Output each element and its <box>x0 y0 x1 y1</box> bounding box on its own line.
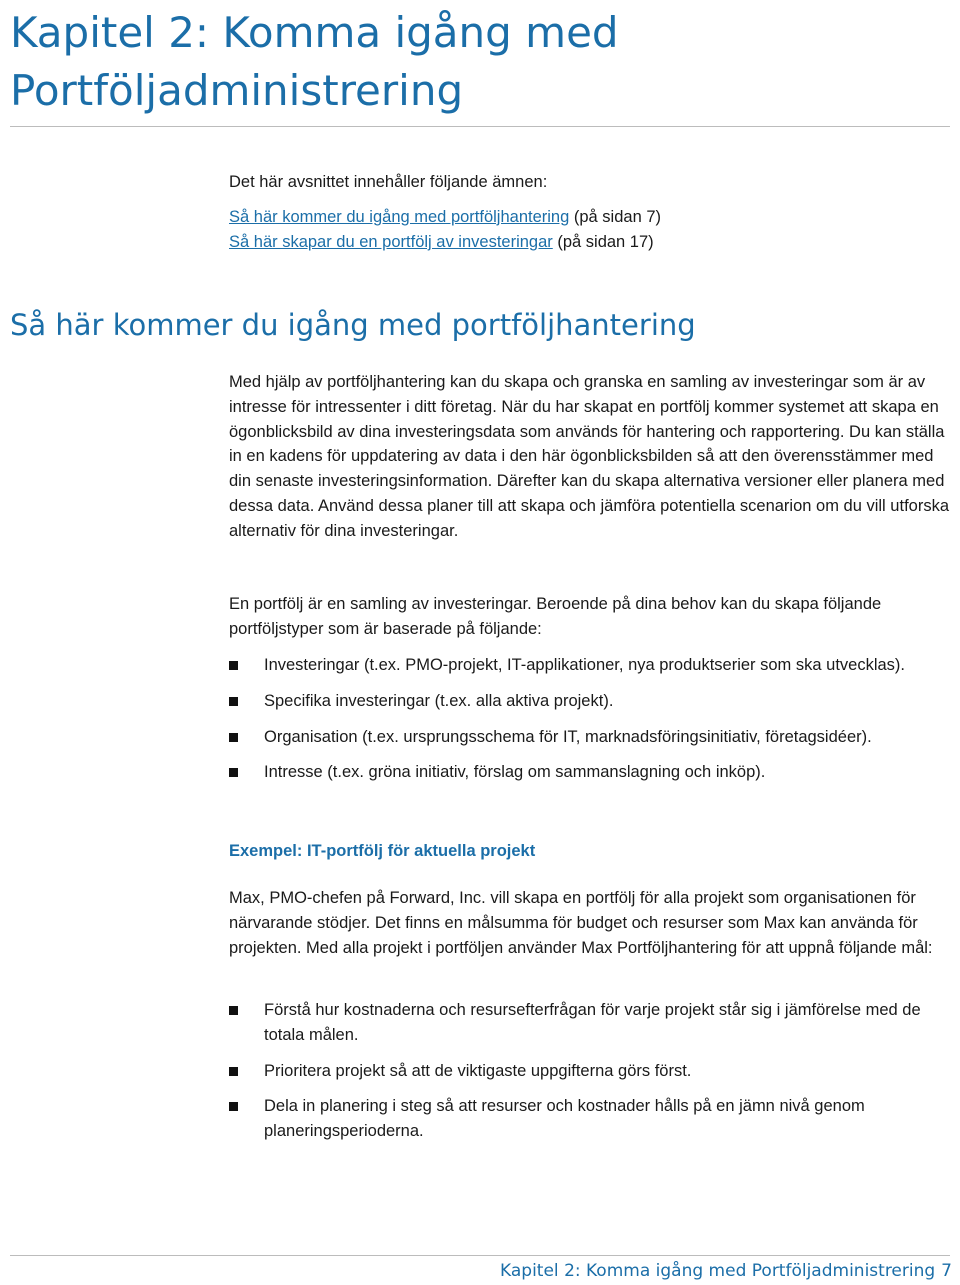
topics-list <box>229 205 949 255</box>
list-item: Specifika investeringar (t.ex. alla aktiva projekt). <box>229 689 953 714</box>
title-divider <box>10 126 950 127</box>
footer-chapter-title: Kapitel 2: Komma igång med Portföljadministrering <box>500 1261 936 1281</box>
list-item: Prioritera projekt så att de viktigaste uppgifterna görs först. <box>229 1059 953 1084</box>
portfolio-types-list <box>229 653 953 796</box>
bullet-square-icon <box>229 661 238 670</box>
bullet-square-icon <box>229 1006 238 1015</box>
toc-link-create-portfolio[interactable]: Så här skapar du en portfölj av investeringar <box>229 233 553 251</box>
toc-page-ref: (på sidan 7) <box>569 208 661 226</box>
page-number: 7 <box>941 1261 952 1281</box>
list-item: Organisation (t.ex. ursprungsschema för IT, marknadsföringsinitiativ, företagsidéer). <box>229 725 953 750</box>
chapter-title: Kapitel 2: Komma igång med Portföljadministrering <box>10 8 619 115</box>
toc-entry <box>229 205 949 230</box>
goals-list <box>229 998 953 1155</box>
toc-entry <box>229 230 949 255</box>
toc-page-ref: (på sidan 17) <box>552 233 654 251</box>
body-paragraph: En portfölj är en samling av investeringar. Beroende på dina behov kan du skapa följande portföljstyper som är baserade på följande: <box>229 595 882 638</box>
bullet-square-icon <box>229 1102 238 1111</box>
list-item: Dela in planering i steg så att resurser och kostnader hålls på en jämn nivå genom planeringsperioderna. <box>229 1094 953 1144</box>
list-item: Intresse (t.ex. gröna initiativ, förslag om sammanslagning och inköp). <box>229 760 953 785</box>
section-heading: Så här kommer du igång med portföljhantering <box>10 308 696 342</box>
body-paragraph: Max, PMO-chefen på Forward, Inc. vill skapa en portfölj för alla projekt som organisationen för närvarande stödjer. Det finns en målsumma för budget och resurser som Max kan använda för projekten. Med alla projekt i portföljen använder Max Portföljhantering för att uppnå följande mål: <box>229 889 933 957</box>
list-item: Investeringar (t.ex. PMO-projekt, IT-applikationer, nya produktserier som ska utvecklas). <box>229 653 953 678</box>
toc-link-getting-started[interactable]: Så här kommer du igång med portföljhantering <box>229 208 570 226</box>
list-item: Förstå hur kostnaderna och resursefterfrågan för varje projekt står sig i jämförelse med de totala målen. <box>229 998 953 1048</box>
bullet-square-icon <box>229 697 238 706</box>
bullet-square-icon <box>229 1067 238 1076</box>
body-paragraph: Med hjälp av portföljhantering kan du skapa och granska en samling av investeringar som är av intresse för intressenter i ditt företag. När du har skapat en portfölj kommer systemet att skapa en ögonblicksbild av dina investeringsdata som används för hantering och rapportering. Du kan ställa in en kadens för uppdatering av data i den här ögonblicksbilden så att den överensstämmer med din senaste investeringsinformation. Därefter kan du skapa alternativa versioner eller planera med dessa data. Använd dessa planer till att skapa och jämföra potentiella scenarion om du vill utforska alternativ för dina investeringar. <box>229 373 949 540</box>
example-heading: Exempel: IT-portfölj för aktuella projekt <box>229 842 536 860</box>
footer-divider <box>10 1255 950 1256</box>
bullet-square-icon <box>229 733 238 742</box>
bullet-square-icon <box>229 768 238 777</box>
page-footer <box>500 1259 952 1283</box>
topics-intro: Det här avsnittet innehåller följande ämnen: <box>229 173 548 191</box>
